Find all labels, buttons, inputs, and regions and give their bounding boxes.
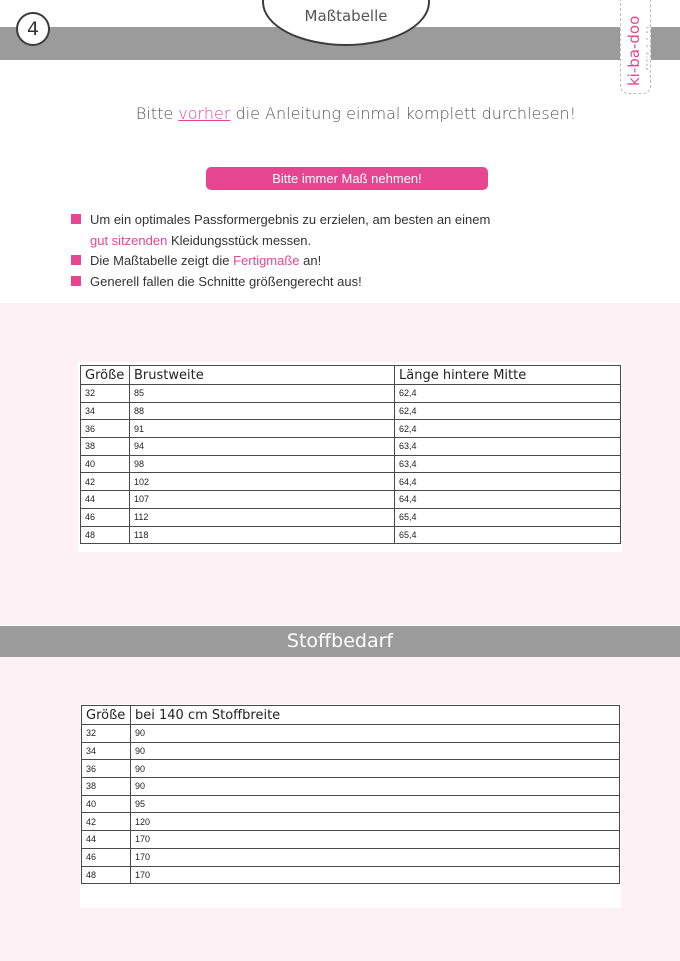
table-cell: 170 bbox=[131, 866, 620, 884]
table-row bbox=[81, 526, 621, 544]
table-cell: 118 bbox=[130, 526, 395, 544]
table-row bbox=[82, 760, 620, 778]
bullet-text-after: Kleidungsstück messen. bbox=[167, 232, 312, 248]
table-cell: 36 bbox=[81, 420, 130, 438]
table-cell: 42 bbox=[81, 473, 130, 491]
table-cell: 112 bbox=[130, 508, 395, 526]
table-cell: 88 bbox=[130, 402, 395, 420]
column-header: Größe bbox=[82, 706, 131, 725]
table-cell: 85 bbox=[130, 385, 395, 403]
table-header-row bbox=[81, 366, 621, 385]
logo bbox=[620, 0, 651, 94]
table-cell: 44 bbox=[82, 831, 131, 849]
fabric-table-container bbox=[80, 704, 621, 908]
table-cell: 102 bbox=[130, 473, 395, 491]
table-cell: 95 bbox=[131, 795, 620, 813]
table-cell: 65,4 bbox=[395, 508, 621, 526]
bullet-square-icon bbox=[71, 214, 81, 224]
table-cell: 48 bbox=[82, 866, 131, 884]
table-cell: 98 bbox=[130, 455, 395, 473]
bullet-text: Die Maßtabelle zeigt die bbox=[90, 253, 234, 268]
bullet-text-after: an! bbox=[299, 253, 322, 268]
table-cell: 48 bbox=[81, 526, 130, 544]
notice-banner: Bitte immer Maß nehmen! bbox=[206, 167, 488, 190]
bullet-list bbox=[70, 210, 490, 292]
table-cell: 32 bbox=[81, 385, 130, 403]
table-row bbox=[81, 491, 621, 509]
table-cell: 64,4 bbox=[395, 491, 621, 509]
table-row bbox=[82, 831, 620, 849]
table-cell: 62,4 bbox=[395, 420, 621, 438]
logo-text: ki-ba-doo bbox=[625, 15, 643, 86]
table-cell: 38 bbox=[82, 778, 131, 796]
intro-text bbox=[0, 104, 680, 123]
table-row bbox=[81, 402, 621, 420]
table-row bbox=[81, 508, 621, 526]
table-cell: 94 bbox=[130, 438, 395, 456]
intro-after: die Anleitung einmal komplett durchlesen! bbox=[230, 104, 577, 123]
intro-before: Bitte bbox=[135, 104, 179, 123]
table-cell: 90 bbox=[131, 778, 620, 796]
intro-highlight: vorher bbox=[178, 104, 231, 123]
column-header: Brustweite bbox=[130, 366, 395, 385]
table-cell: 36 bbox=[82, 760, 131, 778]
bullet-square-icon bbox=[71, 255, 81, 265]
bullet-item bbox=[70, 210, 490, 251]
column-header: Länge hintere Mitte bbox=[395, 366, 621, 385]
bullet-item bbox=[70, 251, 490, 272]
table-cell: 34 bbox=[82, 742, 131, 760]
table-cell: 63,4 bbox=[395, 438, 621, 456]
table-row bbox=[81, 385, 621, 403]
bullet-item bbox=[70, 272, 490, 293]
table-cell: 46 bbox=[82, 848, 131, 866]
table-cell: 63,4 bbox=[395, 455, 621, 473]
table-cell: 65,4 bbox=[395, 526, 621, 544]
bullet-text: Um ein optimales Passformergebnis zu erzielen, am besten an einem bbox=[90, 212, 491, 227]
table-header-row bbox=[82, 706, 620, 725]
table-cell: 44 bbox=[81, 491, 130, 509]
table-cell: 62,4 bbox=[395, 385, 621, 403]
table-row bbox=[82, 742, 620, 760]
column-header: Größe bbox=[81, 366, 130, 385]
table-cell: 120 bbox=[131, 813, 620, 831]
table-row bbox=[82, 813, 620, 831]
bullet-highlight: gut sitzenden bbox=[90, 232, 168, 248]
table-cell: 40 bbox=[82, 795, 131, 813]
table-cell: 90 bbox=[131, 742, 620, 760]
table-cell: 38 bbox=[81, 438, 130, 456]
size-table-container bbox=[78, 362, 622, 552]
table-cell: 91 bbox=[130, 420, 395, 438]
table-cell: 40 bbox=[81, 455, 130, 473]
table-cell: 90 bbox=[131, 760, 620, 778]
table-cell: 170 bbox=[131, 831, 620, 849]
fabric-table bbox=[81, 705, 620, 884]
table-row bbox=[81, 455, 621, 473]
section-title-stoffbedarf: Stoffbedarf bbox=[0, 626, 680, 657]
table-cell: 42 bbox=[82, 813, 131, 831]
bullet-text: Generell fallen die Schnitte größengerecht aus! bbox=[90, 273, 362, 289]
page-title: Maßtabelle bbox=[304, 7, 388, 25]
column-header: bei 140 cm Stoffbreite bbox=[131, 706, 620, 725]
table-row bbox=[82, 795, 620, 813]
table-cell: 90 bbox=[131, 725, 620, 743]
table-row bbox=[82, 866, 620, 884]
page-number: 4 bbox=[16, 12, 50, 46]
logo-tagline: desig n s by bbox=[644, 24, 649, 70]
table-cell: 62,4 bbox=[395, 402, 621, 420]
table-row bbox=[81, 420, 621, 438]
table-row bbox=[82, 725, 620, 743]
size-table bbox=[80, 365, 621, 544]
table-row bbox=[82, 848, 620, 866]
table-cell: 46 bbox=[81, 508, 130, 526]
bullet-highlight: Fertigmaße bbox=[233, 253, 300, 268]
table-row bbox=[81, 438, 621, 456]
table-row bbox=[82, 778, 620, 796]
table-row bbox=[81, 473, 621, 491]
table-cell: 107 bbox=[130, 491, 395, 509]
bullet-square-icon bbox=[71, 276, 81, 286]
table-cell: 34 bbox=[81, 402, 130, 420]
table-cell: 64,4 bbox=[395, 473, 621, 491]
table-cell: 32 bbox=[82, 725, 131, 743]
table-cell: 170 bbox=[131, 848, 620, 866]
